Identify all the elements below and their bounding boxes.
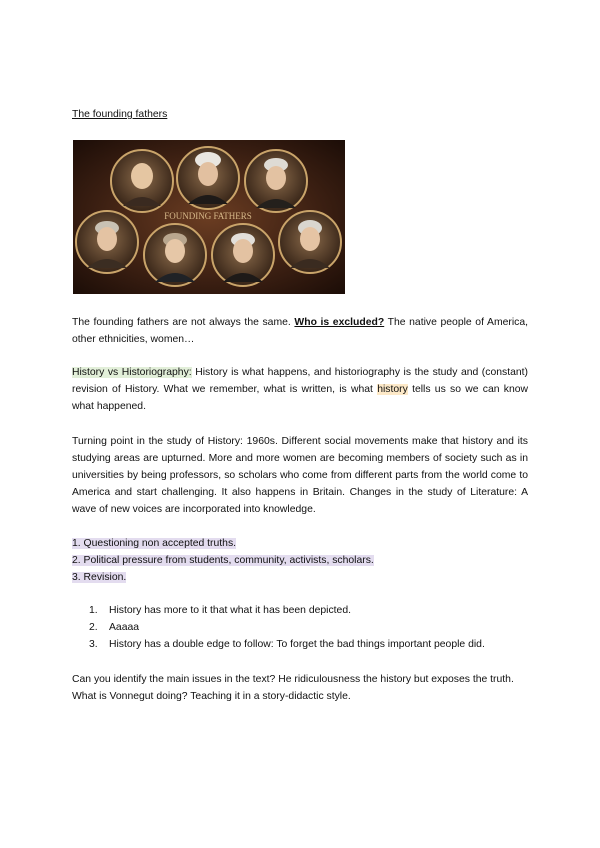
- numbered-item: 2. Political pressure from students, community, activists, scholars.: [72, 555, 374, 566]
- p2-label: History vs Historiography:: [72, 367, 192, 378]
- portrait-washington: [177, 147, 239, 209]
- page-title: The founding fathers: [72, 109, 168, 120]
- image-caption: FOUNDING FATHERS: [164, 211, 252, 221]
- list-item: 3. History has a double edge to follow: To forget the bad things important people did.: [89, 639, 485, 650]
- paragraph-questions: [72, 671, 528, 705]
- paragraph-historiography: [72, 364, 528, 415]
- founding-fathers-image: [73, 140, 345, 294]
- list-item: 1. History has more to it that what it has been depicted.: [89, 605, 351, 616]
- question-vonnegut-issues: Can you identify the main issues in the text? He ridiculousness the history but exposes the truth.: [72, 674, 514, 685]
- numbered-item: 1. Questioning non accepted truths.: [72, 538, 237, 549]
- portrait-jefferson: [279, 211, 341, 273]
- portrait-hamilton: [144, 224, 206, 286]
- p2-text-b: tells us so we can know what happened.: [72, 384, 529, 412]
- numbered-item: 3. Revision.: [72, 572, 127, 583]
- p2-highlight: history: [377, 384, 408, 395]
- portrait-madison: [212, 224, 274, 286]
- p1-text-a: The founding fathers are not always the same.: [72, 317, 291, 328]
- portrait-adams: [245, 150, 307, 212]
- numbered-points: [72, 535, 374, 586]
- ordered-list: [89, 602, 485, 653]
- p1-text-b: The native people of America, other ethnicities, women…: [72, 317, 529, 345]
- list-item: 2. Aaaaa: [89, 622, 140, 633]
- p2-text-a: History is what happens, and historiography is the study and (constant) revision of History. What we remember, what is written, is what: [72, 367, 529, 395]
- p1-emphasis: Who is excluded?: [294, 317, 385, 328]
- question-vonnegut-doing: What is Vonnegut doing? Teaching it in a story-didactic style.: [72, 691, 351, 702]
- portrait-franklin: [111, 150, 173, 212]
- paragraph-turning-point: Turning point in the study of History: 1960s. Different social movements make that history and its studying areas are upturned. More and more women are becoming members of society such as in universities by being professors, so scholars who come from different parts from the world come to America and start challenging. It also happens in Britain. Changes in the study of Literature: A wave of new voices are incorporated into knowledge.: [72, 436, 528, 515]
- paragraph-excluded: [72, 314, 528, 348]
- portrait-jay: [76, 211, 138, 273]
